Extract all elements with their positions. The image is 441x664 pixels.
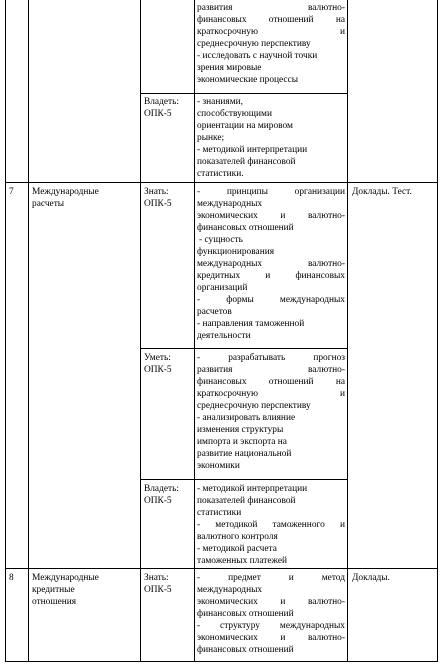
assessment-form: Доклады. Тест. (352, 187, 412, 197)
column-divider-topic (140, 0, 141, 662)
competence-label (144, 96, 192, 120)
text-line: международных валютно- (197, 259, 345, 269)
text-line: экономических и валютно- (197, 633, 345, 643)
topic-line: Международные (32, 573, 99, 583)
competence-label (144, 352, 192, 376)
text-line: - формы международных (197, 295, 345, 305)
text-line: - методикой интерпретации (197, 484, 308, 494)
text-line: - знаниями, (197, 97, 243, 107)
text-line: импорта и экспорта на (197, 437, 287, 447)
topic-line: расчеты (32, 199, 65, 209)
text-line: среднесрочную перспективу (197, 401, 311, 411)
row-divider (5, 182, 438, 183)
row-number: 7 (9, 187, 14, 197)
topic-title (32, 572, 138, 608)
competence-label (144, 186, 192, 210)
text-line: экономические процессы (197, 75, 299, 85)
text-line: статистики (197, 508, 242, 518)
text-line: - разрабатывать прогноз (197, 353, 345, 363)
text-line: показателей финансовой (197, 496, 296, 506)
text-line: финансовых отношений на (197, 15, 345, 25)
text-line: экономических и валютно- (197, 597, 345, 607)
competence-type: Уметь: (144, 353, 171, 363)
text-line: - методикой расчета (197, 544, 277, 554)
text-line: развитие национальной (197, 449, 292, 459)
text-line: статистики. (197, 169, 244, 179)
competence-label (144, 572, 192, 596)
text-line: - принципы организации (197, 187, 345, 197)
competence-code: ОПК-5 (144, 585, 172, 595)
table-border-left (5, 0, 6, 662)
text-line: - сущность (199, 235, 243, 245)
text-line: показателей финансовой (197, 157, 296, 167)
topic-line: Международные (32, 187, 99, 197)
competence-text (197, 2, 345, 86)
competence-code: ОПК-5 (144, 199, 172, 209)
text-line: - направления таможенной (197, 319, 305, 329)
competence-code: ОПК-5 (144, 365, 172, 375)
text-line: ориентации на мировом (197, 121, 293, 131)
competence-text (197, 96, 345, 180)
assessment-form: Доклады. (352, 573, 390, 583)
text-line: расчетов (197, 307, 232, 317)
topic-line: кредитные (32, 585, 75, 595)
text-line: изменения структуры (197, 425, 284, 435)
text-line: международных (197, 199, 263, 209)
competence-text (197, 186, 345, 342)
text-line: краткосрочную и (197, 389, 345, 399)
text-line: - структуру международных (197, 621, 345, 631)
text-line: валютного контроля (197, 532, 278, 542)
text-line: - исследовать с научной точки (197, 51, 318, 61)
text-line: краткосрочную и (197, 27, 345, 37)
text-line: финансовых отношений (197, 609, 294, 619)
text-line: функционирования (197, 247, 275, 257)
column-divider-content (347, 0, 348, 662)
competence-code: ОПК-5 (144, 109, 172, 119)
text-line: финансовых отношений на (197, 377, 345, 387)
row-number: 8 (9, 573, 14, 583)
competence-divider (140, 479, 348, 480)
text-line: - анализировать влияние (197, 413, 296, 423)
text-line: экономики (197, 461, 240, 471)
competence-text (197, 352, 345, 472)
text-line: организаций (197, 283, 248, 293)
text-line: кредитных и финансовых (197, 271, 345, 281)
competence-type: Знать: (144, 573, 169, 583)
column-divider-number (28, 0, 29, 662)
column-divider-competence (194, 0, 195, 662)
row-divider (5, 568, 438, 569)
text-line: способствующими (197, 109, 272, 119)
text-line: экономических и валютно- (197, 211, 345, 221)
text-line: финансовых отношений (197, 223, 294, 233)
text-line: финансовых отношений (197, 645, 294, 655)
competence-text (197, 483, 345, 567)
table-border-bottom (5, 661, 438, 662)
text-line: среднесрочную перспективу (197, 39, 311, 49)
text-line: развития валютно- (197, 3, 345, 13)
competence-divider (140, 93, 348, 94)
competence-type: Владеть: (144, 97, 180, 107)
competence-type: Знать: (144, 187, 169, 197)
topic-title (32, 186, 138, 210)
competence-type: Владеть: (144, 484, 180, 494)
competence-text (197, 572, 345, 656)
text-line: - методикой таможенного и (197, 520, 345, 530)
table-border-right (437, 0, 438, 662)
text-line: зрения мировые (197, 63, 262, 73)
text-line: рынке; (197, 133, 225, 143)
competence-divider (140, 348, 348, 349)
competence-label (144, 483, 192, 507)
text-line: - методикой интерпретации (197, 145, 308, 155)
competence-code: ОПК-5 (144, 496, 172, 506)
topic-line: отношения (32, 597, 77, 607)
text-line: международных (197, 585, 263, 595)
text-line: таможенных платежей (197, 556, 288, 566)
text-line: - предмет и метод (197, 573, 345, 583)
text-line: деятельности (197, 331, 251, 341)
text-line: развития валютно- (197, 365, 345, 375)
